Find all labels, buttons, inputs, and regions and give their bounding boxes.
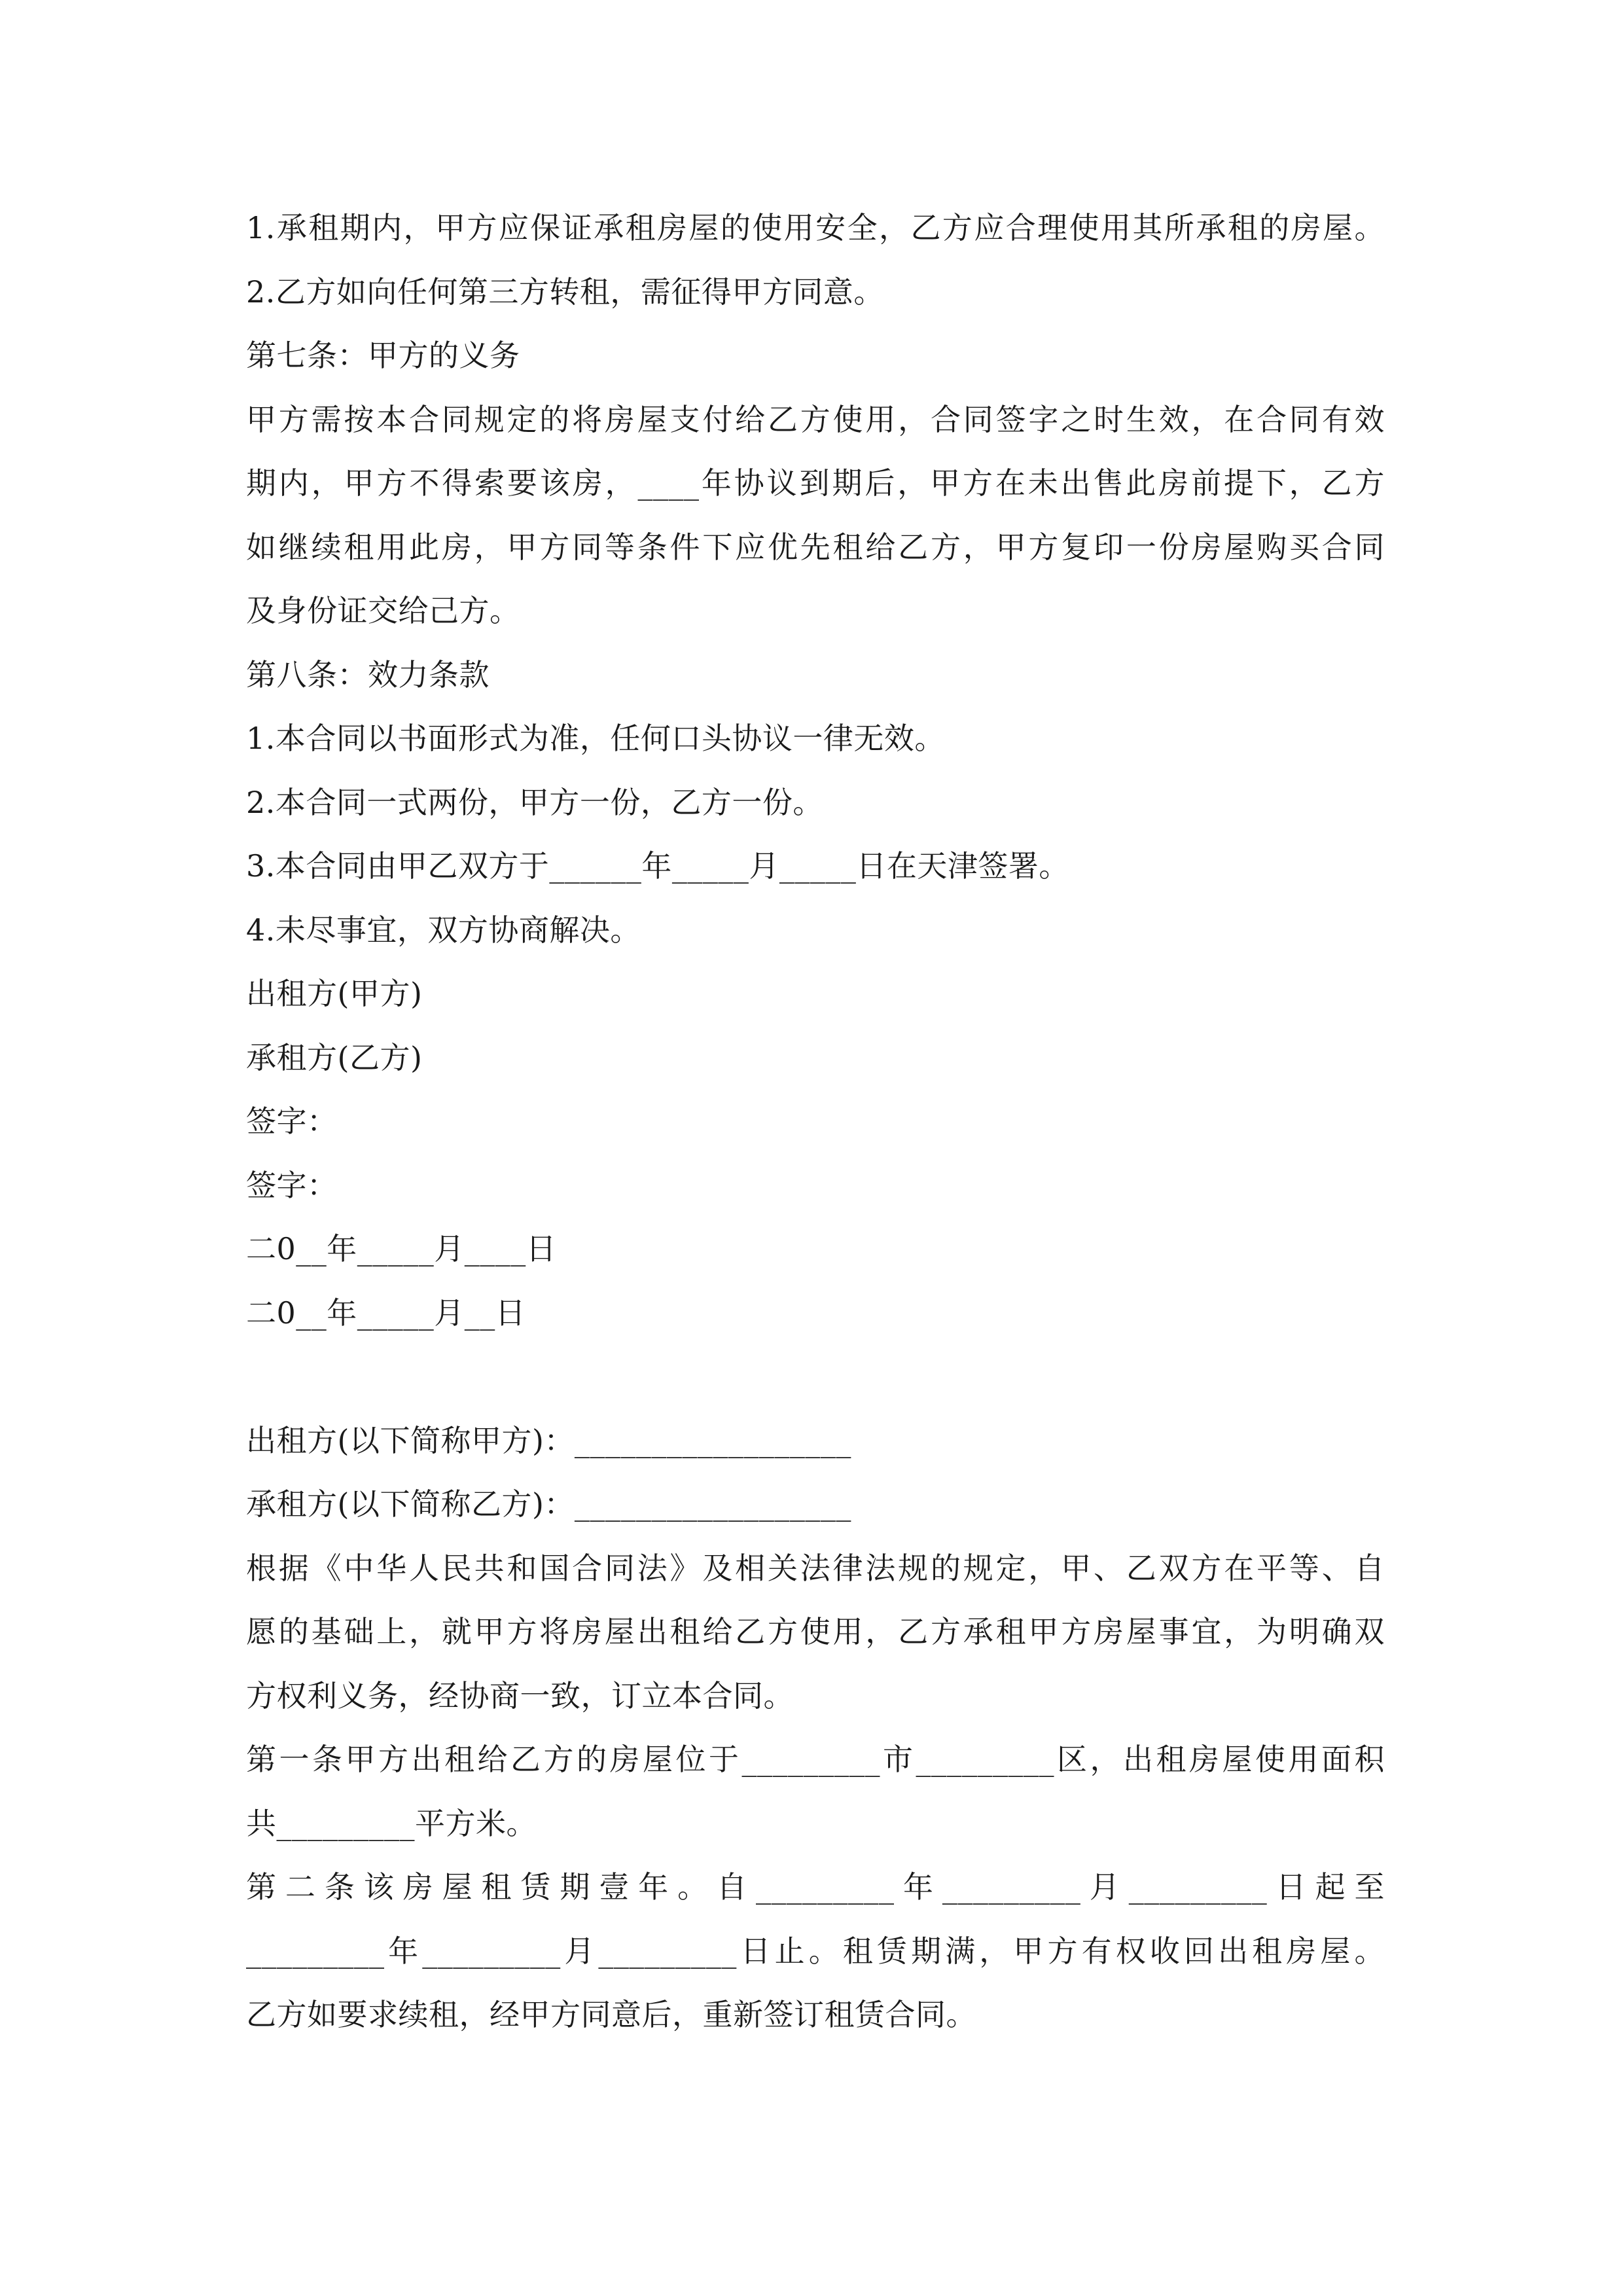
text-line: 第七条：甲方的义务 — [246, 338, 520, 373]
text-line: 1.本合同以书面形式为准，任何口头协议一律无效。 — [246, 721, 945, 756]
text-line: 第二条该房屋租赁期壹年。自_________年_________月_________日起至 — [246, 1869, 1385, 1905]
text-line: 2.乙方如向任何第三方转租，需征得甲方同意。 — [246, 274, 884, 310]
text-line: 承租方(以下简称乙方)：__________________ — [246, 1486, 851, 1522]
text-line: 出租方(以下简称甲方)：__________________ — [246, 1422, 851, 1458]
text-line: 承租方(乙方) — [246, 1039, 423, 1075]
text-line: 二0__年_____月____日 — [246, 1231, 557, 1266]
text-line: 愿的基础上，就甲方将房屋出租给乙方使用，乙方承租甲方房屋事宜，为明确双 — [246, 1614, 1385, 1649]
text-line: 如继续租用此房，甲方同等条件下应优先租给乙方，甲方复印一份房屋购买合同 — [246, 529, 1385, 565]
blank-line — [246, 1345, 1385, 1409]
text-line: 及身份证交给己方。 — [246, 593, 520, 628]
text-line: 甲方需按本合同规定的将房屋支付给乙方使用，合同签字之时生效，在合同有效 — [246, 401, 1385, 437]
text-line: 出租方(甲方) — [246, 976, 423, 1011]
text-line: _________年_________月_________日止。租赁期满，甲方有权收回出租房屋。 — [246, 1933, 1385, 1969]
text-line: 1.承租期内，甲方应保证承租房屋的使用安全，乙方应合理使用其所承租的房屋。 — [246, 210, 1385, 245]
text-line: 期内，甲方不得索要该房，____年协议到期后，甲方在未出售此房前提下，乙方 — [246, 465, 1385, 501]
text-line: 乙方如要求续租，经甲方同意后，重新签订租赁合同。 — [246, 1997, 976, 2032]
text-line: 第八条：效力条款 — [246, 656, 490, 692]
text-line: 方权利义务，经协商一致，订立本合同。 — [246, 1677, 794, 1713]
text-line: 3.本合同由甲乙双方于______年_____月_____日在天津签署。 — [246, 848, 1069, 884]
text-line: 2.本合同一式两份，甲方一份，乙方一份。 — [246, 784, 823, 820]
text-line: 根据《中华人民共和国合同法》及相关法律法规的规定，甲、乙双方在平等、自 — [246, 1550, 1385, 1586]
text-line: 签字： — [246, 1103, 338, 1139]
text-line: 第一条甲方出租给乙方的房屋位于_________市_________区，出租房屋使用面积 — [246, 1742, 1385, 1777]
text-line: 签字： — [246, 1167, 338, 1203]
document-body — [246, 196, 1385, 2047]
text-line: 二0__年_____月__日 — [246, 1295, 526, 1331]
text-line: 共_________平方米。 — [246, 1805, 537, 1841]
text-line: 4.未尽事宜，双方协商解决。 — [246, 912, 641, 948]
